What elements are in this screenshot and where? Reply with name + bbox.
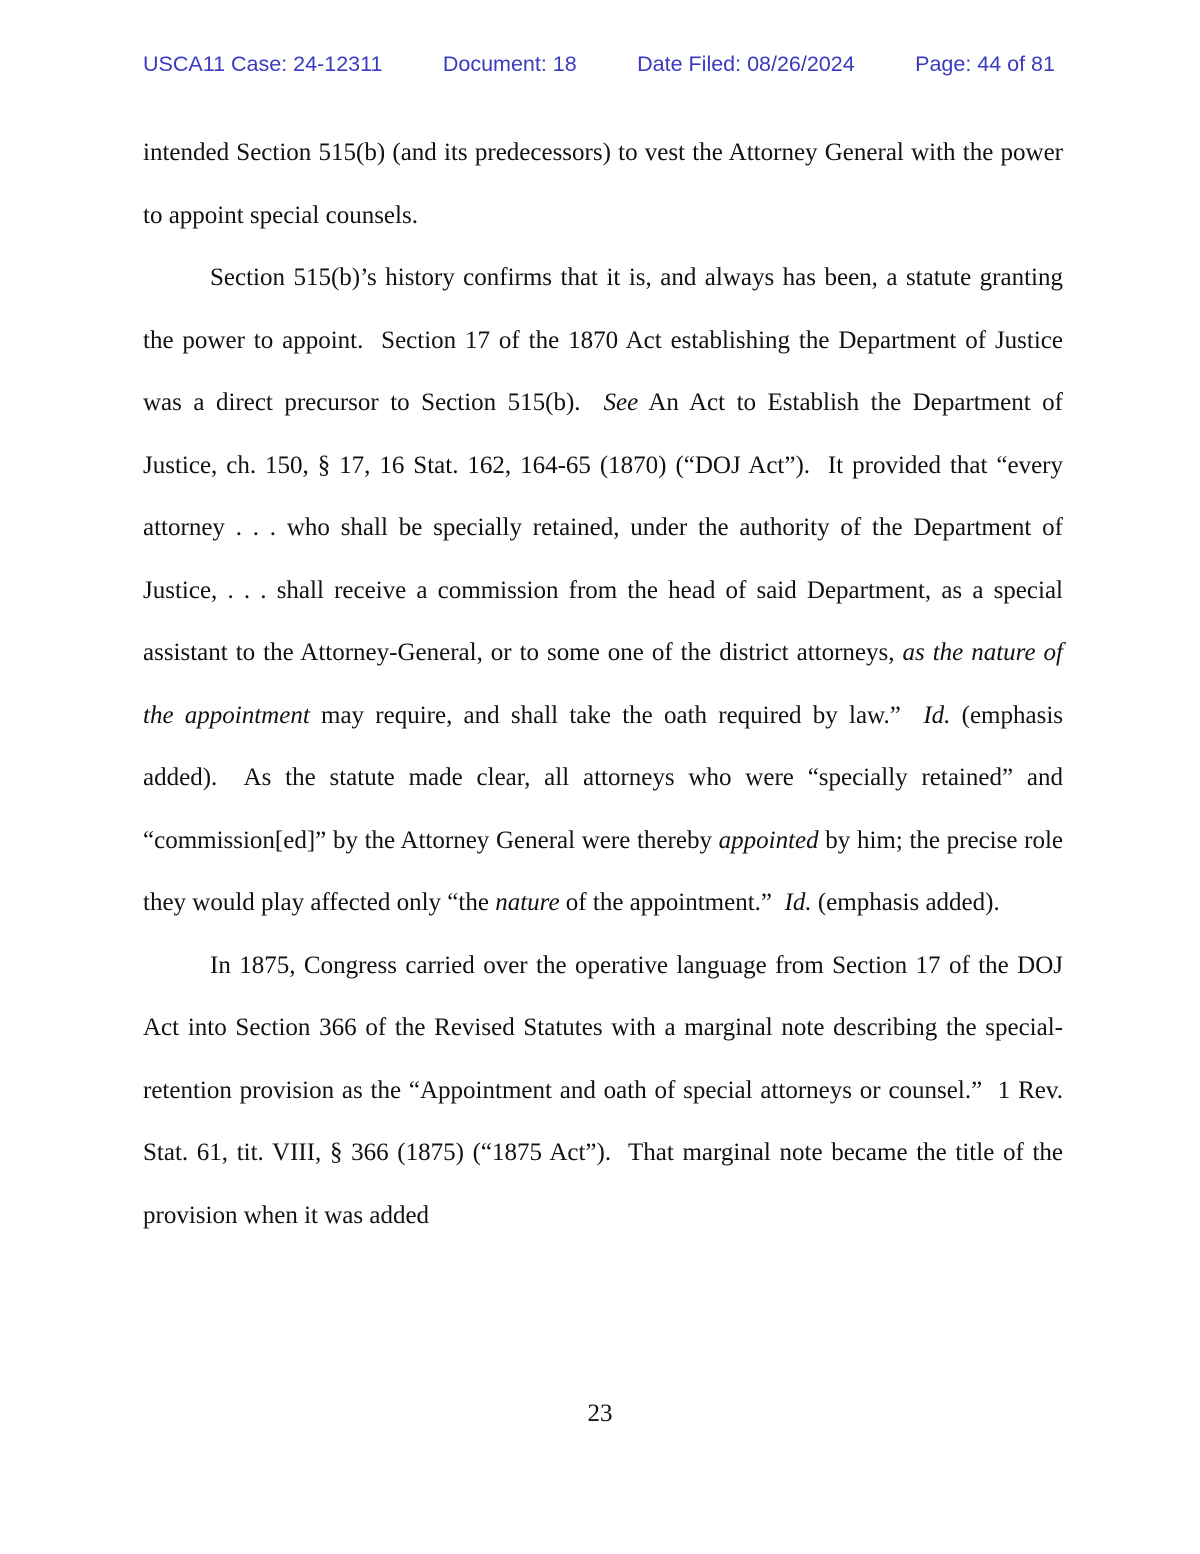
text-segment: In 1875, Congress carried over the operative language from Section 17 of the DOJ Act into Section 366 of the Revised Statutes with a marginal note describing the special-retention provision as the “Appointment and oath of special attorneys or counsel.” 1 Rev. Stat. 61, tit. VIII, § 366 (1875) (“1875 Act”). That marginal note became the title of the provision when it was added [143, 951, 1070, 1229]
text-segment: intended Section 515(b) (and its predecessors) to vest the Attorney General with the power to appoint special counsels. [143, 139, 1070, 229]
italic-text-segment: nature [495, 889, 560, 916]
text-segment: may require, and shall take the oath required by law.” [309, 701, 924, 729]
case-number: USCA11 Case: 24-12311 [143, 52, 383, 76]
text-segment: by him; the precise role they would play affected only “the [143, 826, 1070, 916]
text-segment: of the appointment.” [559, 889, 785, 916]
paragraph [143, 247, 1070, 935]
paragraph [143, 935, 1070, 1248]
text-segment: (emphasis added). [811, 889, 1000, 916]
text-segment: An Act to Establish the Department of Justice, ch. 150, § 17, 16 Stat. 162, 164-65 (1870) (“DOJ Act”). It provided that “every attorney . . . who shall be specially retained, under the authority of the Department of Justice, . . . shall receive a commission from the head of said Department, as a special assistant to the Attorney-General, or to some one of the district attorneys, [143, 389, 1070, 666]
paragraph [143, 122, 1070, 247]
italic-text-segment: Id. [923, 701, 951, 729]
document-body [143, 122, 1070, 1247]
italic-text-segment: See [603, 389, 639, 416]
text-segment: (emphasis added). As the statute made clear, all attorneys who were “specially retained” and “commission[ed]” by the Attorney General were thereby [143, 701, 1070, 854]
page-info: Page: 44 of 81 [915, 52, 1055, 76]
document-number: Document: 18 [442, 52, 577, 76]
court-filing-header [143, 52, 1055, 77]
page-number: 23 [587, 1400, 613, 1427]
italic-text-segment: appointed [718, 826, 819, 854]
date-filed: Date Filed: 08/26/2024 [637, 52, 855, 76]
text-segment: Section 515(b)’s history confirms that it is, and always has been, a statute granting the power to appoint. Section 17 of the 1870 Act establishing the Department of Justice was a direct precursor to Section 515(b). [143, 264, 1070, 416]
italic-text-segment: Id. [784, 889, 812, 916]
italic-text-segment: as the nature of the appointment [143, 639, 1070, 729]
